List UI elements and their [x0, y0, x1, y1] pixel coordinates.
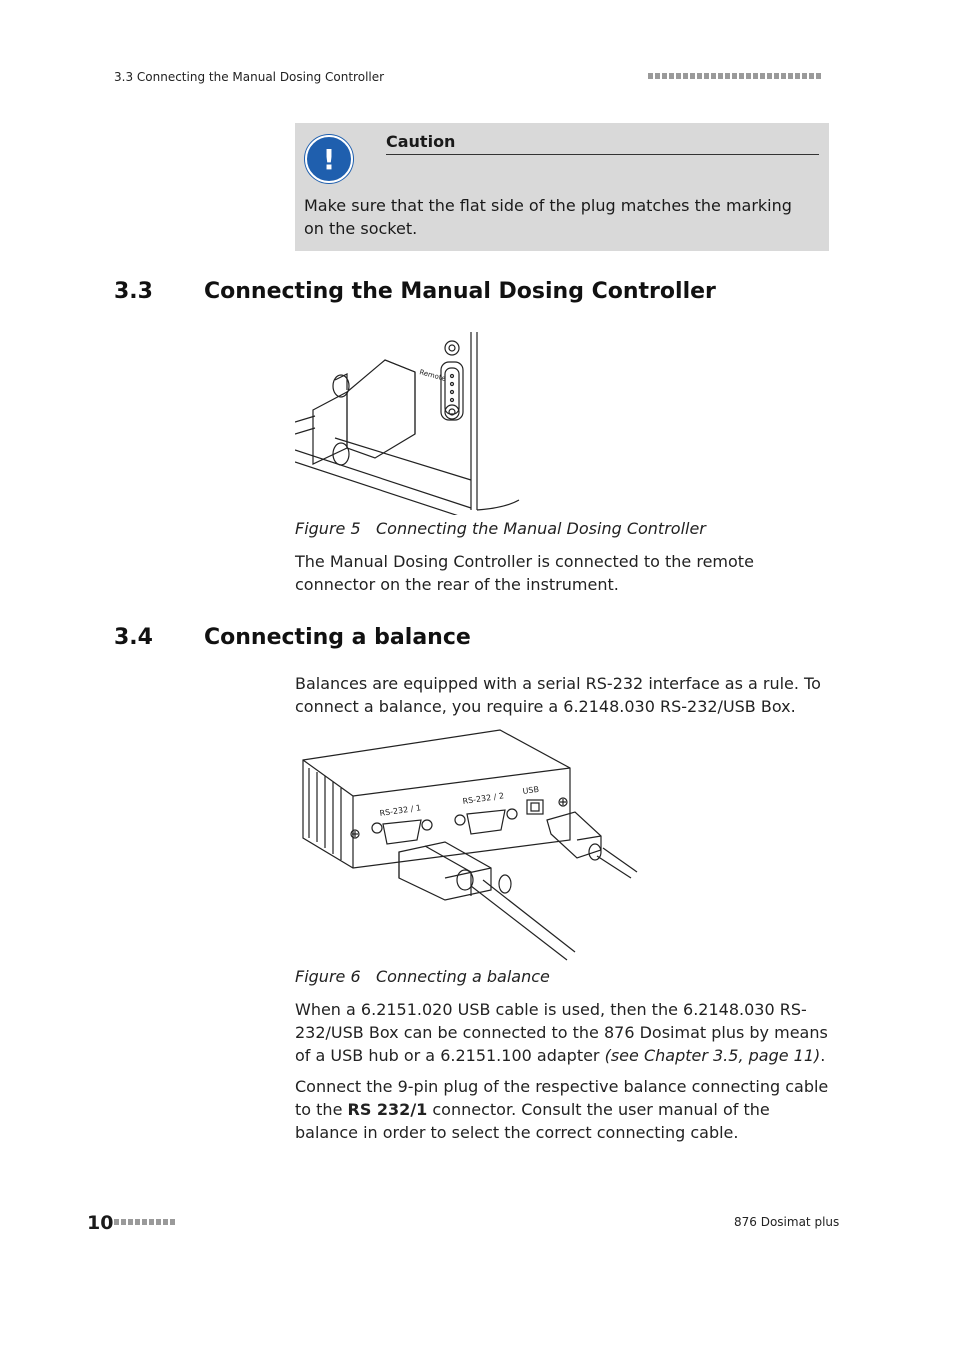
paragraph-3-4-usb [295, 998, 829, 1067]
chapter-reference: (see Chapter 3.5, page 11) [604, 1046, 821, 1065]
exclamation-icon: ! [305, 135, 353, 183]
figure-caption-text: Connecting the Manual Dosing Controller [376, 519, 706, 538]
figure-5-caption [295, 519, 706, 538]
paragraph-text: When a 6.2151.020 USB cable is used, then the 6.2148.030 RS-232/USB Box can be connected to the 876 Dosimat plus by means of a USB hub or a 6.2151.100 adapter [295, 1000, 828, 1065]
paragraph-text: Connect the 9-pin plug of the respective balance connecting cable to the [295, 1077, 829, 1119]
connector-name: RS 232/1 [347, 1100, 428, 1119]
figure-label: Figure 5 [295, 519, 361, 538]
rs232-2-label: RS-232 / 2 [462, 791, 505, 806]
running-header: 3.3 Connecting the Manual Dosing Controller [114, 70, 385, 84]
paragraph-end: . [820, 1046, 826, 1065]
usb-label: USB [522, 784, 540, 796]
paragraph-3-3: The Manual Dosing Controller is connected to the remote connector on the rear of the instrument. [295, 552, 754, 594]
figure-6-caption [295, 967, 550, 986]
section-number: 3.4 [114, 625, 153, 650]
page-number: 10 [87, 1212, 114, 1234]
rs232-1-label: RS-232 / 1 [379, 803, 422, 818]
paragraph-3-4-intro: Balances are equipped with a serial RS-232 interface as a rule. To connect a balance, you require a 6.2148.030 RS-232/USB Box. [295, 674, 821, 716]
section-title: Connecting the Manual Dosing Controller [204, 279, 716, 304]
figure-5-illustration [295, 330, 525, 515]
remote-port-label: Remote [418, 368, 447, 383]
header-decoration [648, 73, 821, 79]
paragraph-text-end: connector. Consult the user manual of the balance in order to select the correct connecting cable. [295, 1100, 770, 1142]
caution-title: Caution [386, 132, 819, 155]
figure-6-illustration [295, 728, 640, 963]
figure-caption-text: Connecting a balance [376, 967, 550, 986]
product-name: 876 Dosimat plus [734, 1215, 840, 1229]
caution-text: Make sure that the flat side of the plug matches the marking on the socket. [304, 196, 792, 238]
footer-decoration [114, 1219, 175, 1225]
caution-box [295, 123, 829, 251]
figure-label: Figure 6 [295, 967, 361, 986]
paragraph-3-4-connect [295, 1075, 829, 1144]
section-title: Connecting a balance [204, 625, 471, 650]
section-number: 3.3 [114, 279, 153, 304]
